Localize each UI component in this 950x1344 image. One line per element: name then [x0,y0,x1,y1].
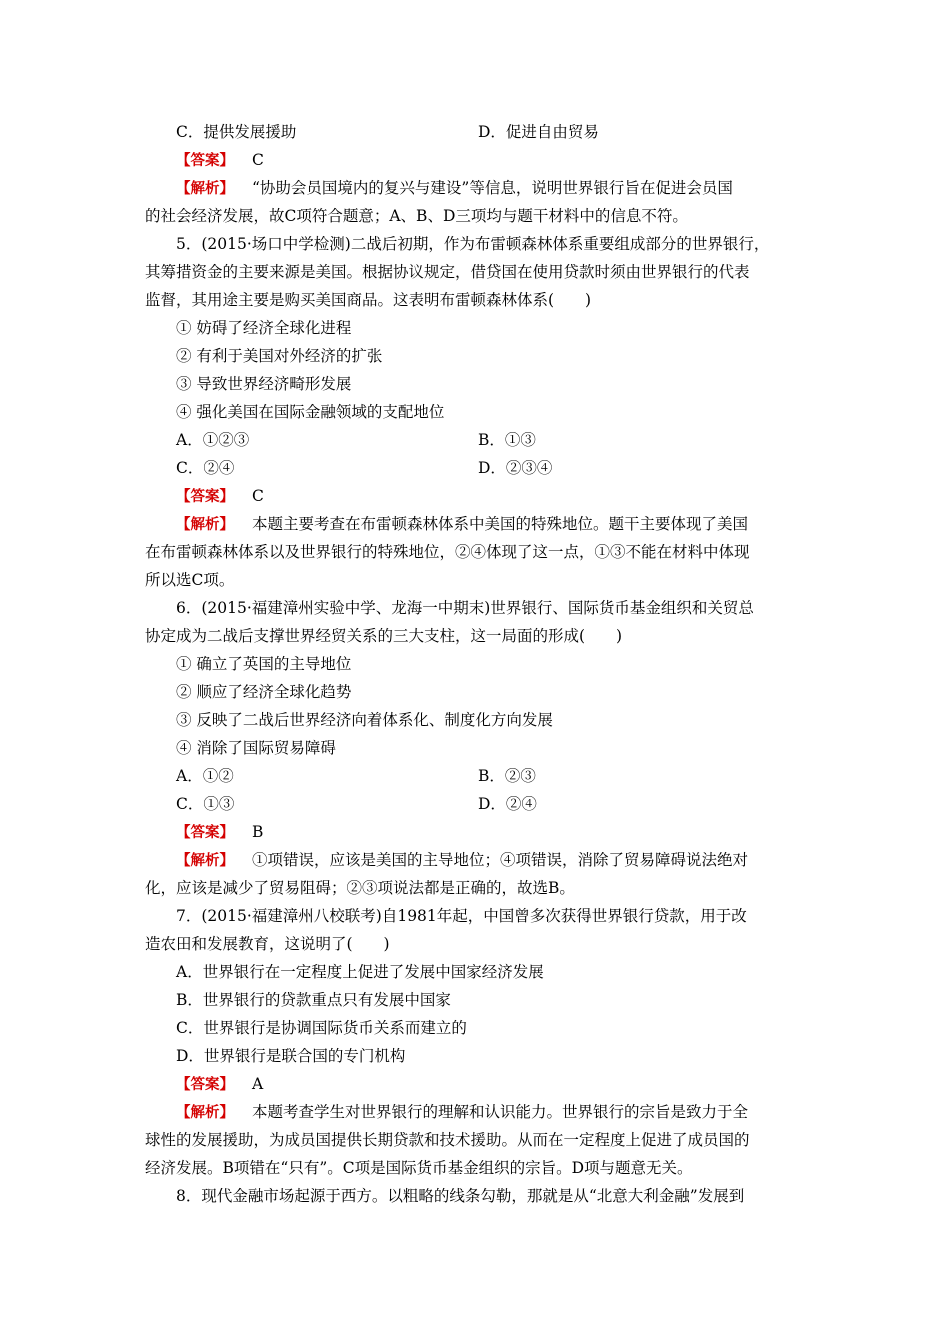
q5-analysis-line-2: 在布雷顿森林体系以及世界银行的特殊地位，②④体现了这一点，①③不能在材料中体现 [145,543,750,561]
analysis-tag: 【解析】 [176,853,234,869]
q6-option-c: C．①③ [176,795,235,813]
q6-statement-4: ④ 消除了国际贸易障碍 [176,739,336,757]
q7-option-a: A．世界银行在一定程度上促进了发展中国家经济发展 [176,963,544,981]
q8-stem-line-1: 8．现代金融市场起源于西方。以粗略的线条勾勒，那就是从“北意大利金融”发展到 [176,1187,745,1205]
q5-analysis [176,514,748,535]
q5-stem-line-2: 其筹措资金的主要来源是美国。根据协议规定，借贷国在使用贷款时须由世界银行的代表 [145,263,750,281]
q6-analysis [176,850,748,871]
q4-option-d: D．促进自由贸易 [478,123,599,141]
q4-analysis-line-2: 的社会经济发展，故C项符合题意；A、B、D三项均与题干材料中的信息不符。 [145,207,688,225]
q6-statement-1: ① 确立了英国的主导地位 [176,655,352,673]
q5-stem-line-1: 5．(2015·场口中学检测)二战后初期，作为布雷顿森林体系重要组成部分的世界银行， [176,235,770,253]
q6-option-d: D．②④ [478,795,537,813]
q5-analysis-line-1: 本题主要考查在布雷顿森林体系中美国的特殊地位。题干主要体现了美国 [252,515,749,533]
q7-answer-value: A [252,1075,264,1093]
q5-statement-4: ④ 强化美国在国际金融领域的支配地位 [176,403,445,421]
analysis-tag: 【解析】 [176,1105,234,1121]
q6-statement-2: ② 顺应了经济全球化趋势 [176,683,352,701]
q5-option-b: B．①③ [478,431,536,449]
q4-analysis-line-1: “协助会员国境内的复兴与建设”等信息，说明世界银行旨在促进会员国 [252,179,733,197]
q6-stem-line-2: 协定成为二战后支撑世界经贸关系的三大支柱，这一局面的形成( ) [145,627,623,645]
answer-tag: 【答案】 [176,153,234,169]
q6-answer-value: B [252,823,264,841]
q5-statement-2: ② 有利于美国对外经济的扩张 [176,347,383,365]
q5-option-a: A．①②③ [176,431,250,449]
q7-analysis-line-3: 经济发展。B项错在“只有”。C项是国际货币基金组织的宗旨。D项与题意无关。 [145,1159,693,1177]
q6-answer [176,822,263,843]
answer-tag: 【答案】 [176,1077,234,1093]
q5-answer [176,486,264,507]
q7-analysis-line-2: 球性的发展援助，为成员国提供长期贷款和技术援助。从而在一定程度上促进了成员国的 [145,1131,750,1149]
q7-option-c: C．世界银行是协调国际货币关系而建立的 [176,1019,467,1037]
analysis-tag: 【解析】 [176,517,234,533]
answer-tag: 【答案】 [176,825,234,841]
q6-analysis-line-2: 化，应该是减少了贸易阻碍；②③项说法都是正确的，故选B。 [145,879,575,897]
q5-statement-3: ③ 导致世界经济畸形发展 [176,375,352,393]
q4-answer [176,150,264,171]
q4-answer-value: C [252,151,264,169]
analysis-tag: 【解析】 [176,181,234,197]
q6-statement-3: ③ 反映了二战后世界经济向着体系化、制度化方向发展 [176,711,553,729]
q7-stem-line-2: 造农田和发展教育，这说明了( ) [145,935,390,953]
q7-option-b: B．世界银行的贷款重点只有发展中国家 [176,991,451,1009]
q5-option-d: D．②③④ [478,459,553,477]
q6-option-a: A．①② [176,767,234,785]
answer-tag: 【答案】 [176,489,234,505]
q4-analysis [176,178,733,199]
q7-answer [176,1074,263,1095]
q5-answer-value: C [252,487,264,505]
q4-option-c: C．提供发展援助 [176,123,297,141]
q5-stem-line-3: 监督，其用途主要是购买美国商品。这表明布雷顿森林体系( ) [145,291,592,309]
q5-statement-1: ① 妨碍了经济全球化进程 [176,319,352,337]
q6-stem-line-1: 6．(2015·福建漳州实验中学、龙海一中期末)世界银行、国际货币基金组织和关贸总 [176,599,754,617]
q6-analysis-line-1: ①项错误，应该是美国的主导地位；④项错误，消除了贸易障碍说法绝对 [252,851,749,869]
q7-option-d: D．世界银行是联合国的专门机构 [176,1047,406,1065]
q5-analysis-line-3: 所以选C项。 [145,571,235,589]
q6-option-b: B．②③ [478,767,536,785]
q7-analysis [176,1102,748,1123]
q5-option-c: C．②④ [176,459,235,477]
q7-analysis-line-1: 本题考查学生对世界银行的理解和认识能力。世界银行的宗旨是致力于全 [252,1103,749,1121]
q7-stem-line-1: 7．(2015·福建漳州八校联考)自1981年起，中国曾多次获得世界银行贷款，用于改 [176,907,747,925]
